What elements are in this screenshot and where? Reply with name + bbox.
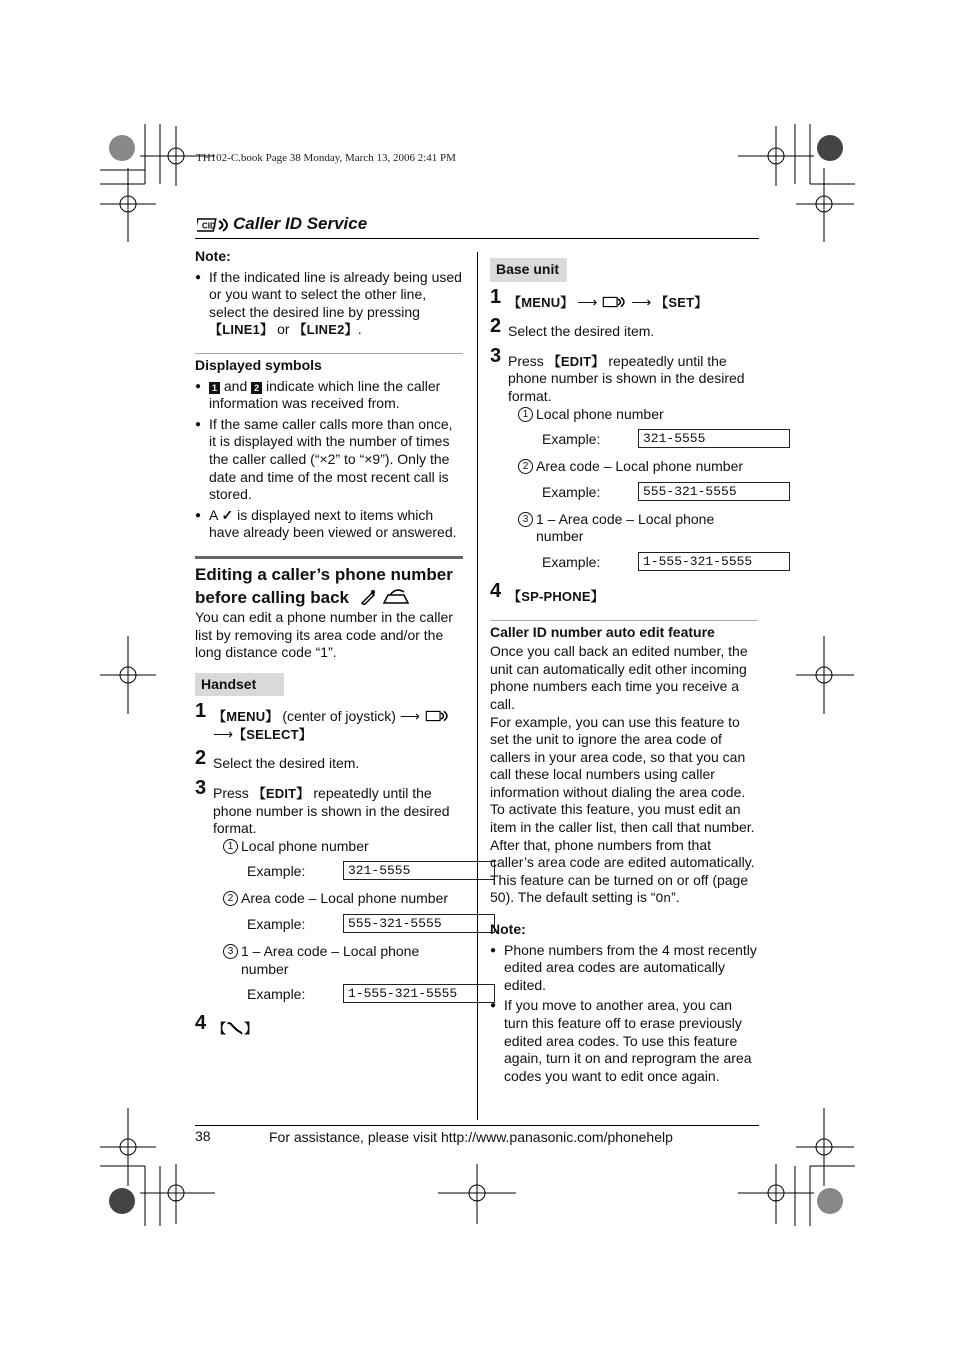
edit-key: 【EDIT】 [547,353,605,369]
example-value: 321-5555 [638,429,790,448]
note-bullet: ● If the indicated line is already being used or you want to select the other line, select the desired line by pressing 【LINE1】 or 【LINE2】. [195,269,463,339]
divider [195,353,463,354]
example-value: 555-321-5555 [638,482,790,501]
option-item: 2 Area code – Local phone number [223,890,463,908]
auto-edit-title: Caller ID number auto edit feature [490,623,715,640]
footer-text: For assistance, please visit http://www.panasonic.com/phonehelp [269,1129,673,1145]
menu-key: 【MENU】 [508,294,574,310]
select-key: 【SELECT】 [233,726,312,742]
caller-id-icon [197,218,231,232]
edit-key: 【EDIT】 [252,786,310,802]
arrow-icon: ⟶ [631,293,652,310]
handset-icon [358,589,376,605]
base-step-3: 3 Press 【EDIT】 repeatedly until the phone number is shown in the desired format. 1 Local phone number Example: 321-5555 2 Area code – Local phone number Example: 555-321-5555 3 1 – Area code – Local phone number Example: 1-555-321-5555 [490,353,758,574]
line1-icon: 1 [209,382,220,394]
example-value: 1-555-321-5555 [638,552,790,571]
edit-heading: Editing a caller’s phone number before calling back [195,564,453,607]
page-number: 38 [195,1128,211,1144]
section-divider [195,556,463,559]
caller-id-icon [601,296,627,308]
arrow-icon: ⟶ [213,725,234,742]
handset-step-4: 4 【 】 [195,1012,258,1037]
displayed-bullet-check: ● A ✓ is displayed next to items which have already been viewed or answered. [195,507,463,542]
handset-step-2: 2 Select the desired item. [195,747,360,772]
option-item: 2 Area code – Local phone number [518,458,758,476]
arrow-icon: ⟶ [399,708,420,725]
displayed-symbols-title: Displayed symbols [195,356,322,373]
line2-icon: 2 [251,382,262,394]
auto-edit-body-2: For example, you can use this feature to set the unit to ignore the area code of callers in your area code, so that you can call these local numbers using caller information without dialing the area code. To activate this feature, you must edit an item in the caller list, then call that number. After that, phone numbers from that caller’s area code are edited automatically. This feature can be turned on or off (page 50). The default setting is “On”. [490,713,755,907]
base-step-2: 2 Select the desired item. [490,315,655,340]
example-row: Example: 321-5555 [518,429,758,451]
footer-rule [195,1125,759,1126]
divider [490,620,758,621]
example-row: Example: 321-5555 [223,861,463,883]
note-bullet: ● Phone numbers from the 4 most recently edited area codes are automatically edited. [490,942,758,995]
example-value: 555-321-5555 [343,914,495,933]
displayed-bullet-count: ● If the same caller calls more than once, it is displayed with the number of times the caller called (“×2” to “×9”). Only the date and time of the most recent call is stored. [195,416,463,504]
handset-step-3: 3 Press 【EDIT】 repeatedly until the phone number is shown in the desired format. 1 Local phone number Example: 321-5555 2 Area code – Local phone number Example: 555-321-5555 3 1 – Area code – Local phone number Example: 1-555-321-5555 [195,785,463,1006]
handset-tag: Handset [195,673,284,697]
set-key: 【SET】 [655,294,708,310]
example-value: 1-555-321-5555 [343,984,495,1003]
auto-edit-body: Once you call back an edited number, the unit can automatically edit other incoming phone numbers each time you receive a call. [490,643,748,712]
print-header: TH102-C.book Page 38 Monday, March 13, 2006 2:41 PM [196,152,456,164]
example-row: Example: 555-321-5555 [518,482,758,504]
note-title: Note: [490,921,526,938]
line2-key: 【LINE2】 [293,322,358,338]
option-item: 3 1 – Area code – Local phone number [223,943,451,978]
option-item: 1 Local phone number [223,838,463,856]
section-title: Caller ID Service [233,214,368,233]
edit-body: You can edit a phone number in the caller list by removing its area code and/or the long distance code “1”. [195,608,453,661]
option-item: 1 Local phone number [518,406,758,424]
arrow-icon: ⟶ [577,293,598,310]
displayed-bullet-lines: ● 1 and 2 indicate which line the caller information was received from. [195,378,463,413]
example-row: Example: 1-555-321-5555 [223,984,463,1006]
check-icon: ✓ [221,506,234,523]
right-column [490,258,758,1085]
sp-phone-key: 【SP-PHONE】 [508,588,604,604]
base-step-4: 4 【SP-PHONE】 [490,579,604,604]
line1-key: 【LINE1】 [209,322,274,338]
base-unit-tag: Base unit [490,258,567,282]
example-value: 321-5555 [343,861,495,880]
note-title: Note: [195,248,231,264]
base-step-1: 1 【MENU】 ⟶ ⟶ 【SET】 [490,285,708,310]
option-item: 3 1 – Area code – Local phone number [518,511,746,546]
base-unit-icon [382,589,410,605]
example-row: Example: 555-321-5555 [223,914,463,936]
note-bullet: ● If you move to another area, you can turn this feature off to erase previously edited area codes. To use this feature again, turn it on and reprogram the area codes you want to edit once again. [490,997,758,1085]
caller-id-icon [424,710,450,722]
talk-icon [226,1021,244,1035]
example-row: Example: 1-555-321-5555 [518,552,758,574]
svg-text:CID: CID [202,221,216,231]
menu-key: 【MENU】 [213,709,279,725]
left-column [195,248,463,1038]
section-header [195,212,759,239]
on-value: On [655,891,672,907]
handset-step-1: 1 【MENU】 (center of joystick) ⟶ ⟶【SELECT】 [195,708,463,743]
